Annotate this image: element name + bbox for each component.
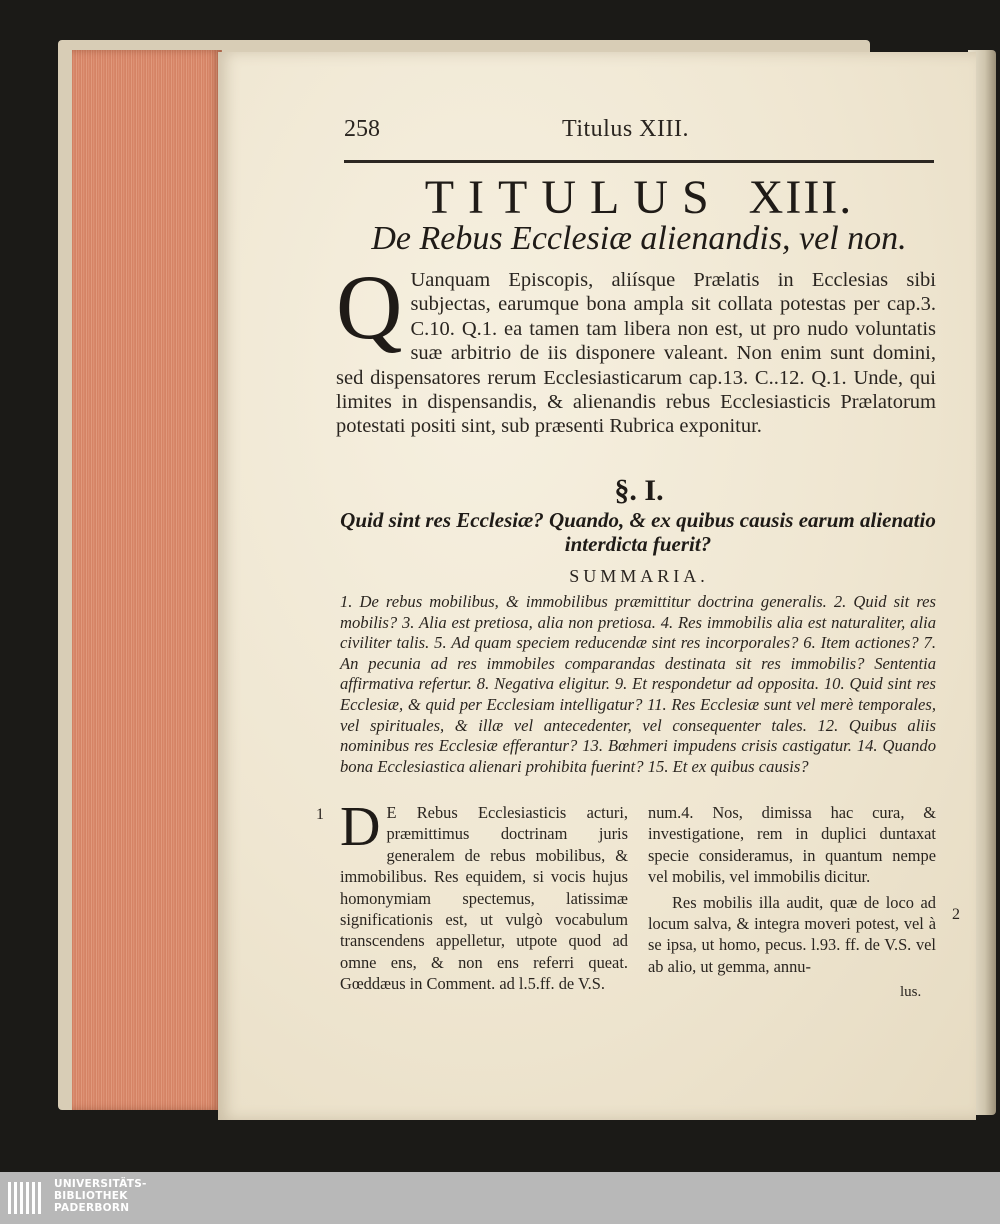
chapter-title <box>344 170 934 225</box>
page-number: 258 <box>344 116 380 142</box>
body-right-para2: Res mobilis illa audit, quæ de loco ad locum salva, & integra moveri potest, vel à se ipsa, ut homo, pecus. l.93. ff. de V.S. vel ab alio, ut gemma, annu- <box>648 892 936 976</box>
running-head <box>344 112 944 152</box>
logo-line-1: UNIVERSITÄTS- <box>54 1178 147 1190</box>
chapter-title-word: TITULUS <box>424 171 723 224</box>
chapter-subtitle: De Rebus Ecclesiæ alienandis, vel non. <box>371 220 907 257</box>
intro-text: Uanquam Episcopis, aliísque Prælatis in Ecclesias sibi subjectas, earumque bona ampla sit collata potestas per cap.3. C.10. Q.1. ea tamen tam libera non est, ut pro nudo voluntatis suæ arbitrio de iis disponere valeant. Non enim sunt domini, sed dispensatores rerum Ecclesiasticarum cap.13. C..12. Q.1. Unde, qui limites in dispensandis, & alienandis rebus Ecclesiasticis Prælatorum potestati positi sint, sub præsenti Rubrica exponitur. <box>336 269 936 438</box>
intro-paragraph <box>336 256 936 439</box>
page-block-edges <box>72 50 222 1110</box>
margin-number-left: 1 <box>316 806 324 823</box>
body-column-right <box>648 802 936 977</box>
margin-number-right: 2 <box>952 906 960 923</box>
intro-dropcap: Q <box>336 256 403 358</box>
header-rule <box>344 160 934 163</box>
body-left-text: E Rebus Ecclesiasticis acturi, præmittimus doctrinam juris generalem de rebus mobilibus, & immobilibus. Res equidem, si vocis hujus homonymiam spectemus, latissimæ significationis est, ut vulgò vocabulum transcendens appelletur, utpote quod ad omne ens, & non ens referri queat. Gœddæus in Comment. ad l.5.ff. de V.S. <box>340 803 628 994</box>
logo-line-3: PADERBORN <box>54 1202 130 1215</box>
catchword: lus. <box>900 984 922 1000</box>
body-dropcap: D <box>340 796 381 858</box>
library-logo-text <box>54 1178 147 1215</box>
body-right-para1: num.4. Nos, dimissa hac cura, & investigatione, rem in duplici duntaxat specie consideramus, in quantum nempe vel mobilis, vel immobilis dicitur. <box>648 803 936 887</box>
footer-band <box>0 1172 1000 1224</box>
logo-line-2: BIBLIOTHEK <box>54 1190 128 1203</box>
running-title: Titulus XIII. <box>562 116 689 142</box>
section-mark: §. I. <box>614 474 664 507</box>
chapter-title-numeral: XIII. <box>748 171 854 224</box>
library-logo-icon <box>6 1178 46 1218</box>
section-question: Quid sint res Ecclesiæ? Quando, & ex quibus causis earum alienatio interdicta fuerit? <box>340 508 936 556</box>
body-column-left <box>340 796 628 995</box>
summaria-heading: SUMMARIA. <box>569 566 709 586</box>
summaria-text: 1. De rebus mobilibus, & immobilibus præmittitur doctrina generalis. 2. Quid sit res mobilis? 3. Alia est pretiosa, alia non pretiosa. 4. Res immobilis alia est naturaliter, alia civiliter talis. 5. Ad quam speciem reducendæ sint res incorporales? 6. Item actiones? 7. An pecunia ad res immobiles comparandas destinata sit res immobilis? Sententia affirmativa refertur. 8. Negativa eligitur. 9. Et respondetur ad opposita. 10. Quid sint res Ecclesiæ, & quid per Ecclesiam intelligatur? 11. Res Ecclesiæ sunt vel merè temporales, vel spirituales, & illæ vel antecedenter, vel consequenter tales. 12. Quibus aliis nominibus res Ecclesiæ efferantur? 13. Bœhmeri impudens crisis castigatur. 14. Quando bona Ecclesiastica alienari prohibita fuerint? 15. Et ex quibus causis? <box>340 592 936 776</box>
